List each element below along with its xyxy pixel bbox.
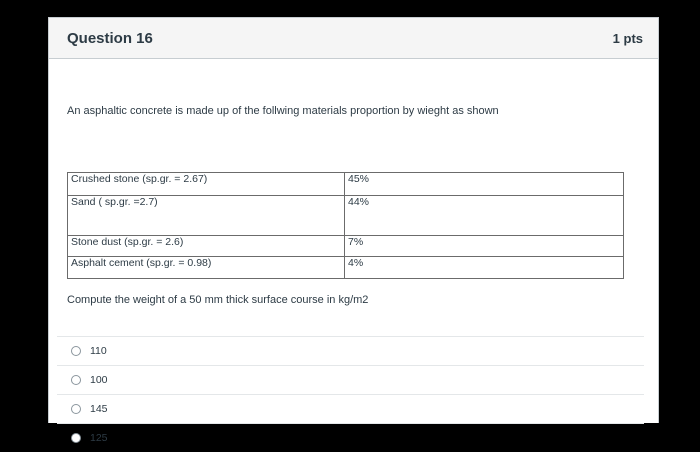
radio-button[interactable] xyxy=(71,433,81,443)
table-row xyxy=(68,173,624,196)
material-cell: Sand ( sp.gr. =2.7) xyxy=(68,196,345,236)
percent-cell: 44% xyxy=(345,196,624,236)
question-prompt: An asphaltic concrete is made up of the follwing materials proportion by wieght as shown xyxy=(67,105,499,117)
percent-cell: 45% xyxy=(345,173,624,196)
answer-option[interactable] xyxy=(57,423,644,452)
answer-option[interactable] xyxy=(57,365,644,394)
material-cell: Asphalt cement (sp.gr. = 0.98) xyxy=(68,257,345,279)
question-points: 1 pts xyxy=(612,30,643,46)
answer-label: 145 xyxy=(90,403,108,415)
table-row xyxy=(68,257,624,279)
answer-option[interactable] xyxy=(57,336,644,365)
answer-option[interactable] xyxy=(57,394,644,423)
answer-label: 110 xyxy=(90,345,107,357)
material-cell: Crushed stone (sp.gr. = 2.67) xyxy=(68,173,345,196)
percent-cell: 7% xyxy=(345,236,624,257)
percent-cell: 4% xyxy=(345,257,624,279)
question-card xyxy=(48,17,659,444)
radio-button[interactable] xyxy=(71,346,81,356)
answer-label: 125 xyxy=(90,432,108,444)
answer-label: 100 xyxy=(90,374,108,386)
question-ask: Compute the weight of a 50 mm thick surface course in kg/m2 xyxy=(67,294,369,306)
radio-button[interactable] xyxy=(71,375,81,385)
table-row xyxy=(68,196,624,236)
table-row xyxy=(68,236,624,257)
materials-table xyxy=(67,172,624,279)
material-cell: Stone dust (sp.gr. = 2.6) xyxy=(68,236,345,257)
question-title: Question 16 xyxy=(67,29,153,47)
question-header xyxy=(49,18,658,59)
answer-list xyxy=(57,336,644,452)
radio-button[interactable] xyxy=(71,404,81,414)
